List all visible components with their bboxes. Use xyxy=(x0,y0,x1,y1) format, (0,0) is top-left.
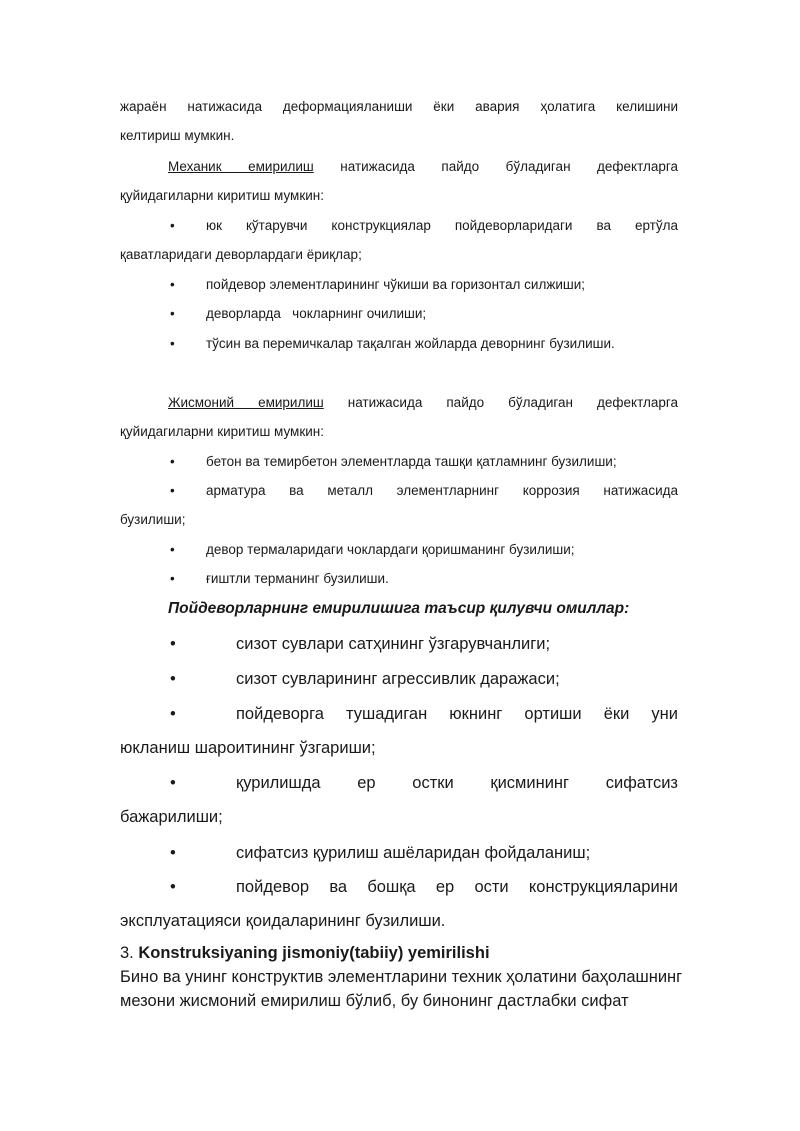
paragraph-text: натижасида пайдо бўладиган дефектларга xyxy=(340,159,679,174)
paragraph-line: қуйидагиларни киритиш мумкин: xyxy=(120,188,324,203)
list-item: • арматура ва металл элементларнинг коррозия натижасида бузилиши; xyxy=(120,476,678,534)
bullet-icon: • xyxy=(170,571,175,586)
term-physical: Жисмоний емирилиш xyxy=(168,395,324,410)
paragraph-line: келтириш мумкин. xyxy=(120,128,235,143)
bullet-icon: • xyxy=(170,336,175,351)
bullet-icon: • xyxy=(170,635,176,653)
list-item: • сизот сувларининг агрессивлик даражаси; xyxy=(120,662,678,696)
bullet-icon: • xyxy=(170,306,175,321)
bullet-icon: • xyxy=(170,542,175,557)
section-title xyxy=(120,941,720,965)
section-3 xyxy=(120,941,720,1013)
bullet-icon: • xyxy=(170,844,176,862)
list-item: • сифатсиз қурилиш ашёларидан фойдаланиш; xyxy=(120,836,678,870)
list-item: • тўсин ва перемичкалар тақалган жойларда деворнинг бузилиши. xyxy=(120,329,678,358)
list-item: • қурилишда ер остки қисмининг сифатсиз бажарилиши; xyxy=(120,766,678,834)
paragraph-intro xyxy=(120,92,678,150)
paragraph-line: жараён натижасида деформацияланиши ёки авария ҳолатига келишини xyxy=(120,99,678,114)
bullet-icon: • xyxy=(170,878,176,896)
bullet-icon: • xyxy=(170,705,176,723)
bullet-icon: • xyxy=(170,277,175,292)
bullet-icon: • xyxy=(170,774,176,792)
section-number: 3. xyxy=(120,944,134,962)
list-item: • пойдеворга тушадиган юкнинг ортиши ёки уни юкланиш шароитининг ўзгариши; xyxy=(120,697,678,765)
factors-heading: Пойдеворларнинг емирилишига таъсир қилувчи омиллар: xyxy=(168,600,630,617)
paragraph-mechanical xyxy=(120,152,678,210)
list-item: • девор термаларидаги чоклардаги қоришманинг бузилиши; xyxy=(120,535,678,564)
list-item: • пойдевор ва бошқа ер ости конструкцияларини эксплуатацияси қоидаларининг бузилиши. xyxy=(120,870,678,938)
paragraph-text: натижасида пайдо бўладиган дефектларга xyxy=(347,395,678,410)
paragraph-line: Бино ва унинг конструктив элементларини техник ҳолатини баҳолашнинг xyxy=(120,968,683,986)
bullet-icon: • xyxy=(170,483,175,498)
bullet-icon: • xyxy=(170,670,176,688)
bullet-icon: • xyxy=(170,454,175,469)
bullet-icon: • xyxy=(170,218,175,233)
list-item: • пойдевор элементларининг чўкиши ва горизонтал силжиши; xyxy=(120,270,678,299)
list-item: • бетон ва темирбетон элементларда ташқи қатламнинг бузилиши; xyxy=(120,447,678,476)
paragraph-physical xyxy=(120,388,678,446)
list-item: • ғиштли терманинг бузилиши. xyxy=(120,564,678,593)
list-item: • деворларда чокларнинг очилиши; xyxy=(120,299,678,328)
term-mechanical: Механик емирилиш xyxy=(168,159,314,174)
list-item: • юк кўтарувчи конструкциялар пойдеворларидаги ва ертўла қаватларидаги деворлардаги ёриқлар; xyxy=(120,211,678,269)
section-title-text: Konstruksiyaning jismoniy(tabiiy) yemirilishi xyxy=(138,944,490,962)
paragraph-line: қуйидагиларни киритиш мумкин: xyxy=(120,424,324,439)
paragraph-line: мезони жисмоний емирилиш бўлиб, бу бинонинг дастлабки сифат xyxy=(120,992,629,1010)
list-item: • сизот сувлари сатҳининг ўзгарувчанлиги; xyxy=(120,627,678,661)
